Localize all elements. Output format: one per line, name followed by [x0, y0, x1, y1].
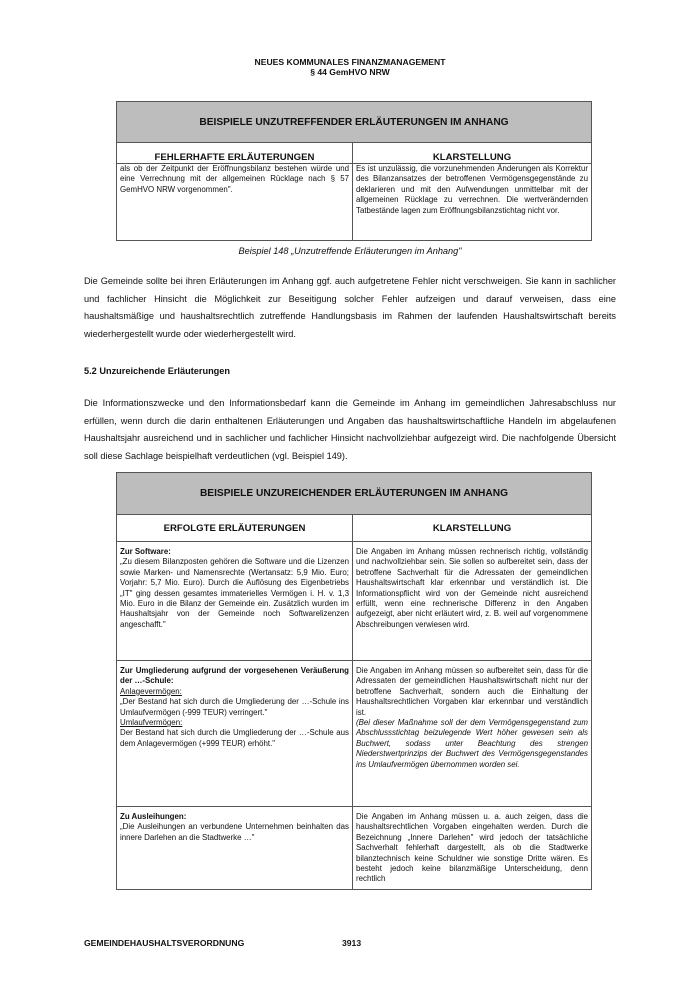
section-heading: 5.2 Unzureichende Erläuterungen	[84, 366, 231, 376]
table-unzureichend	[116, 472, 592, 890]
column-header-right: KLARSTELLUNG	[353, 143, 592, 164]
subheading-anlagevermoegen: Anlagevermögen:	[120, 686, 182, 696]
table-cell-erlaeuterung: als ob der Zeitpunkt der Eröffnungsbilanz bestehen würde und eine Verrechnung mit der allgemeinen Rücklage nach § 57 GemHVO NRW vorgenommen".	[117, 164, 353, 241]
column-header-left: FEHLERHAFTE ERLÄUTERUNGEN	[117, 143, 353, 164]
footer-title: GEMEINDEHAUSHALTSVERORDNUNG	[84, 938, 245, 948]
table-caption: Beispiel 148 „Unzutreffende Erläuterungen im Anhang"	[238, 246, 462, 256]
column-header-left: ERFOLGTE ERLÄUTERUNGEN	[117, 515, 353, 542]
row-text: „Zu diesem Bilanzposten gehören die Software und die Lizenzen sowie Marken- und Namensrechte (Wertansatz: 5,9 Mio. Euro; Vorjahr: 5,7 Mio. Euro). Durch die Auflösung des Eigenbetriebs „IT" ging dessen gesamtes immaterielles Vermögen i. H. v. 1,3 Mio. Euro in die Bilanz der Gemeinde ein. Zusätzlich wurden im Haushaltsjahr von der Gemeinde noch Softwarelizenzen angeschafft."	[120, 557, 349, 629]
page-header	[0, 57, 700, 77]
row-text: Der Bestand hat sich durch die Umgliederung der …-Schule aus dem Anlagevermögen (+999 TEUR) erhöht."	[120, 728, 349, 748]
row-heading: Zur Software:	[120, 547, 171, 556]
row-text: Die Angaben im Anhang müssen so aufbereitet sein, dass für die Adressaten der gemeindlichen Haushaltswirtschaft nicht nur der betroffene Sachverhalt, sondern auch die Einhaltung der Haushaltsrechtlichen Vorgaben klar erkennbar und verständlich ist.	[356, 666, 588, 717]
header-subtitle: § 44 GemHVO NRW	[310, 67, 390, 77]
table-unzutreffend	[116, 101, 592, 241]
row-heading: Zu Ausleihungen:	[120, 812, 187, 821]
row-text: „Der Bestand hat sich durch die Umgliederung der …-Schule ins Umlaufvermögen (-999 TEUR) verringert."	[120, 697, 349, 717]
table-cell-klarstellung	[353, 661, 592, 807]
table-cell-ausleihungen	[117, 807, 353, 890]
table-cell-klarstellung: Die Angaben im Anhang müssen rechnerisch richtig, vollständig und nachvollziehbar sein. Sie sollen so aufbereitet sein, dass der betroffene Sachverhalt für die Adressaten der gemeindlichen Haushaltswirtschaft klar erkennbar und verständlich ist. Die Informationspflicht wird von der Gemeinde nicht ausreichend erfüllt, wenn eine rechnerische Differenz in den Angaben aufgezeigt, aber nicht erläutert wird, z. B. weil auf vorgenommene Abschreibungen verwiesen wird.	[353, 542, 592, 661]
table-cell-umgliederung	[117, 661, 353, 807]
row-text: „Die Ausleihungen an verbundene Unternehmen beinhalten das innere Darlehen an die Stadtwerke …"	[120, 822, 349, 842]
page-number: 3913	[342, 938, 362, 948]
table-cell-software	[117, 542, 353, 661]
paragraph-fehler: Die Gemeinde sollte bei ihren Erläuterungen im Anhang ggf. auch aufgetretene Fehler nicht verschweigen. Sie kann in sachlicher und fachlicher Hinsicht die Möglichkeit zur Beseitigung solcher Fehler aufzeigen und darauf verweisen, dass eine haushaltsmäßige und haushaltsrechtlich zutreffende Handlungsbasis im Rahmen der laufenden Haushaltswirtschaft bereits wiederhergestellt wurde oder wiederhergestellt wird.	[84, 276, 616, 339]
row-heading: Zur Umgliederung aufgrund der vorgesehenen Veräußerung der …-Schule:	[120, 666, 349, 686]
table-title: BEISPIELE UNZUTREFFENDER ERLÄUTERUNGEN IM ANHANG	[117, 102, 592, 143]
table-title: BEISPIELE UNZUREICHENDER ERLÄUTERUNGEN IM ANHANG	[117, 473, 592, 515]
table-cell-klarstellung: Es ist unzulässig, die vorzunehmenden Änderungen als Korrektur des Bilanzansatzes der betroffenen Vermögensgegenstände zu deklarieren und mit den Aufwendungen unmittelbar mit der allgemeinen Rücklage zu verrechnen. Die wertverändernden Tatbestände lagen zum Eröffnungsbilanzstichtag nicht vor.	[353, 164, 592, 241]
paragraph-informationszwecke: Die Informationszwecke und den Informationsbedarf kann die Gemeinde im Anhang im gemeindlichen Jahresabschluss nur erfüllen, wenn durch die darin enthaltenen Erläuterungen und Angaben das haushaltswirtschaftliche Handeln im abgelaufenen Haushaltsjahr ausreichend und in sachlicher und fachlicher Hinsicht nachvollziehbar aufgezeigt wird. Die nachfolgende Übersicht soll diese Sachlage beispielhaft verdeutlichen (vgl. Beispiel 149).	[84, 398, 616, 461]
header-title: NEUES KOMMUNALES FINANZMANAGEMENT	[254, 57, 446, 67]
row-note: (Bei dieser Maßnahme soll der dem Vermögensgegenstand zum Abschlussstichtag beizulegende Wert höher gewesen sein als Buchwert, sodass unter Beachtung des strengen Niederstwertprinzips der Buchwert des Vermögensgegenstandes ins Umlaufvermögen übernommen worden sei.	[356, 718, 588, 769]
subheading-umlaufvermoegen: Umlaufvermögen:	[120, 718, 183, 728]
column-header-right: KLARSTELLUNG	[353, 515, 592, 542]
table-cell-klarstellung: Die Angaben im Anhang müssen u. a. auch zeigen, dass die haushaltsrechtlichen Vorgaben eingehalten werden. Durch die Bezeichnung „Innere Darlehen" wird jedoch der tatsächliche Sachverhalt fehlerhaft dargestellt, als ob die Stadtwerke bilanztechnisch keine Schuldner wie sonstige Dritte wären. Es besteht jedoch keine bilanzmäßige Unterscheidung, denn rechtlich	[353, 807, 592, 890]
